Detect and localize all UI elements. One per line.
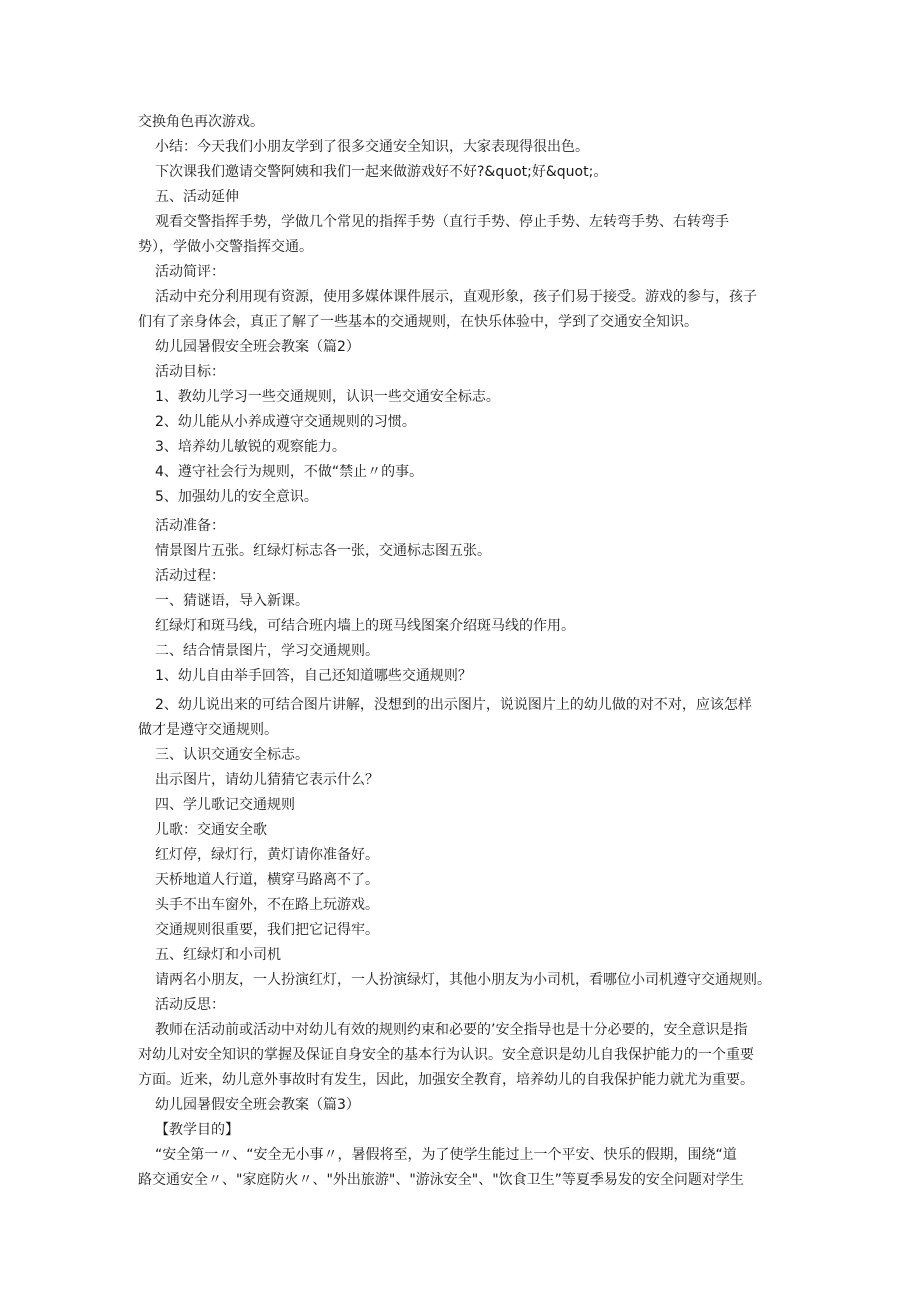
- text-line: 小结：今天我们小朋友学到了很多交通安全知识，大家表现得很出色。: [155, 139, 589, 155]
- text-line: 5、加强幼儿的安全意识。: [155, 489, 318, 505]
- text-line: 活动过程：: [155, 568, 225, 584]
- text-line: 活动反思：: [155, 997, 225, 1013]
- document-body: [138, 110, 788, 1193]
- text-line: 交换角色再次游戏。: [138, 114, 264, 130]
- text-line: 活动准备：: [155, 518, 225, 534]
- text-line: 活动目标：: [155, 364, 225, 380]
- text-line: 4、遵守社会行为规则，不做“禁止〃的事。: [155, 464, 424, 480]
- text-line: 【教学目的】: [155, 1122, 239, 1138]
- text-line: 儿歌：交通安全歌: [155, 822, 267, 838]
- text-line: 2、幼儿能从小养成遵守交通规则的习惯。: [155, 414, 416, 430]
- text-line: 幼儿园暑假安全班会教案（篇3）: [155, 1097, 360, 1113]
- text-line: 情景图片五张。红绿灯标志各一张，交通标志图五张。: [155, 543, 491, 559]
- text-line: 教师在活动前或活动中对幼儿有效的规则约束和必要的’安全指导也是十分必要的，安全意识是指: [155, 1022, 748, 1038]
- text-line: 方面。近来，幼儿意外事故时有发生，因此，加强安全教育，培养幼儿的自我保护能力就尤为重要。: [138, 1072, 754, 1088]
- text-line: 交通规则很重要，我们把它记得牢。: [155, 922, 379, 938]
- text-line: 四、学儿歌记交通规则: [155, 797, 295, 813]
- text-line: 请两名小朋友，一人扮演红灯，一人扮演绿灯，其他小朋友为小司机，看哪位小司机遵守交通规则。: [155, 972, 771, 988]
- text-line: 活动简评：: [155, 264, 225, 280]
- text-line: 对幼儿对安全知识的掌握及保证自身安全的基本行为认识。安全意识是幼儿自我保护能力的一个重要: [138, 1047, 754, 1063]
- text-line: 路交通安全〃、"家庭防火〃、"外出旅游"、"游泳安全"、"饮食卫生”等夏季易发的安全问题对学生: [138, 1172, 744, 1188]
- text-line: “安全第一〃、“安全无小事〃，暑假将至，为了使学生能过上一个平安、快乐的假期，围绕“道: [155, 1147, 737, 1163]
- text-line: 五、活动延伸: [155, 189, 239, 205]
- text-line: 1、幼儿自由举手回答，自己还知道哪些交通规则？: [155, 668, 472, 684]
- text-line: 幼儿园暑假安全班会教案（篇2）: [155, 339, 360, 355]
- text-line: 二、结合情景图片，学习交通规则。: [155, 643, 379, 659]
- text-line: 五、红绿灯和小司机: [155, 947, 281, 963]
- text-line: 红绿灯和斑马线，可结合班内墙上的斑马线图案介绍斑马线的作用。: [155, 618, 575, 634]
- text-line: 三、认识交通安全标志。: [155, 747, 309, 763]
- text-line: 下次课我们邀请交警阿姨和我们一起来做游戏好不好?&quot;好&quot;。: [155, 164, 608, 180]
- text-line: 做才是遵守交通规则。: [138, 722, 278, 738]
- text-line: 一、猜谜语，导入新课。: [155, 593, 309, 609]
- text-line: 1、教幼儿学习一些交通规则，认识一些交通安全标志。: [155, 389, 500, 405]
- text-line: 天桥地道人行道，横穿马路离不了。: [155, 872, 379, 888]
- text-line: 势），学做小交警指挥交通。: [138, 239, 313, 255]
- text-line: 红灯停，绿灯行，黄灯请你准备好。: [155, 847, 379, 863]
- text-line: 出示图片，请幼儿猜猜它表示什么？: [155, 772, 379, 788]
- text-line: 2、幼儿说出来的可结合图片讲解，没想到的出示图片，说说图片上的幼儿做的对不对，应该怎样: [155, 697, 752, 713]
- text-line: 们有了亲身体会，真正了解了一些基本的交通规则，在快乐体验中，学到了交通安全知识。: [138, 314, 698, 330]
- text-line: 头手不出车窗外，不在路上玩游戏。: [155, 897, 379, 913]
- text-line: 观看交警指挥手势，学做几个常见的指挥手势（直行手势、停止手势、左转弯手势、右转弯手: [155, 214, 729, 230]
- text-line: 3、培养幼儿敏锐的观察能力。: [155, 439, 346, 455]
- text-line: 活动中充分利用现有资源，使用多媒体课件展示，直观形象，孩子们易于接受。游戏的参与，孩子: [155, 289, 757, 305]
